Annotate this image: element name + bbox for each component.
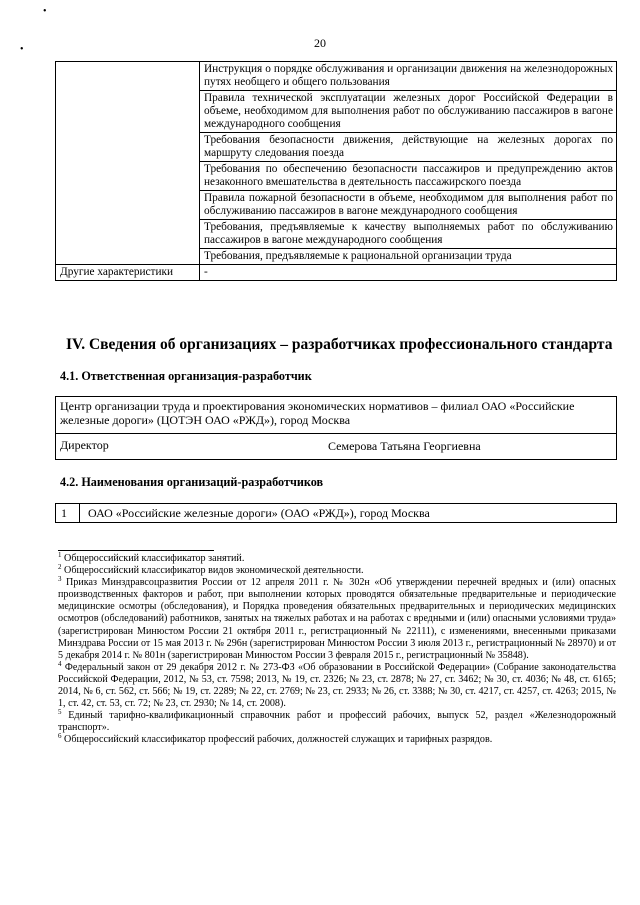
footnote-text: Федеральный закон от 29 декабря 2012 г. № 273-ФЗ «Об образовании в Российской Федерации» (Собрание законодательства Российской Федерации, 2012, № 53, ст. 7598; 2013, № 19, ст. 2326; № 23, ст. 2878; № 27, ст. 3462; № 30, ст. 4036; № 48, ст. 6165; 2014, № 6, ст. 562, ст. 566; № 19, ст. 2289; № 22, ст. 2769; № 23, ст. 2933; № 26, ст. 3388; № 30, ст. 4217, ст. 4257, ст. 4263; 2015, № 1, ст. 42, ст. 53, ст. 72; № 23, ст. 2930; № 14, ст. 2008). [58,661,616,710]
footnotes [58,553,616,747]
footnote [58,565,616,577]
footnote-separator [58,550,214,551]
table-row [56,62,617,91]
footnote [58,659,616,710]
footnote-text: Общероссийский классификатор занятий. [61,553,245,564]
developer-number: 1 [61,506,67,520]
footnote-mark: 6 [58,732,62,741]
director-name: Семерова Татьяна Георгиевна [328,439,481,453]
director-position: Директор [60,438,109,452]
section-title: IV. Сведения об организациях – разработчиках профессионального стандарта [66,336,613,353]
table-cell: Требования, предъявляемые к качеству выполняемых работ по обслуживанию пассажиров в вагоне международного сообщения [200,220,617,249]
footnote-mark: 1 [58,551,62,559]
footnote-text: Приказ Минздравсоцразвития России от 12 апреля 2011 г. № 302н «Об утверждении перечней вредных и (или) опасных производственных факторов и работ, при выполнении которых проводятся обязательные предварительные и периодические медицинские осмотры (обследования), и Порядка проведения обязательных предварительных и периодических медицинских осмотров (обследований) работников, занятых на тяжелых работах и на работах с вредными и (или) опасными условиями труда» (зарегистрирован Минюстом России 21 октября 2011 г., регистрационный № 22111), с изменениями, внесенными приказами Минздрава России от 15 мая 2013 г. № 296н (зарегистрирован Минюстом России 3 июля 2013 г., регистрационный № 28970) и от 5 декабря 2014 г. № 801н (зарегистрирован Минюстом России 3 февраля 2015 г., регистрационный № 35848). [58,577,616,661]
requirements-table [55,61,617,281]
developers-heading: 4.2. Наименования организаций-разработчиков [60,475,324,489]
responsible-signatory-box [55,433,617,460]
footnote-text: Единый тарифно-квалификационный справочник работ и профессий рабочих, выпуск 52, раздел «Железнодорожный транспорт». [58,710,616,734]
table-cell-empty [56,62,200,265]
footnote [58,553,616,565]
cell-divider [79,504,80,522]
margin-mark: • [20,44,24,55]
table-cell: Требования, предъявляемые к рациональной организации труда [200,249,617,265]
table-cell: Правила технической эксплуатации железных дорог Российской Федерации в объеме, необходимом для выполнения работ по обслуживанию пассажиров в вагоне международного сообщения [200,91,617,133]
table-cell: Правила пожарной безопасности в объеме, необходимом для выполнения работ по обслуживанию пассажиров в вагоне международного сообщения [200,191,617,220]
responsible-org-heading: 4.1. Ответственная организация-разработчик [60,369,312,383]
footnote-mark: 2 [58,563,62,572]
other-characteristics-value: - [200,265,617,281]
footnote-mark: 3 [58,575,62,584]
footnote-mark: 4 [58,659,62,668]
table-cell: Требования по обеспечению безопасности пассажиров и предупреждению актов незаконного вмешательства в деятельность пассажирского поезда [200,162,617,191]
page-number: 20 [314,36,326,50]
table-cell: Инструкция о порядке обслуживания и организации движения на железнодорожных путях необщего и общего пользования [200,62,617,91]
footnote-text: Общероссийский классификатор профессий рабочих, должностей служащих и тарифных разрядов. [61,734,493,746]
responsible-org-name: Центр организации труда и проектирования экономических нормативов – филиал ОАО «Российские железные дороги» (ЦОТЭН ОАО «РЖД»), город Москва [60,399,575,427]
margin-mark: • [43,6,47,17]
footnote-mark: 5 [58,708,62,717]
footnote [58,734,616,746]
other-characteristics-label: Другие характеристики [56,265,200,281]
footnote [58,577,616,662]
developer-name: ОАО «Российские железные дороги» (ОАО «РЖД»), город Москва [88,506,430,520]
table-row-other [56,265,617,281]
footnote-text: Общероссийский классификатор видов экономической деятельности. [61,565,364,577]
responsible-org-box [55,396,617,434]
footnote [58,710,616,734]
developer-row [55,503,617,523]
table-cell: Требования безопасности движения, действующие на железных дорогах по маршруту следования поезда [200,133,617,162]
